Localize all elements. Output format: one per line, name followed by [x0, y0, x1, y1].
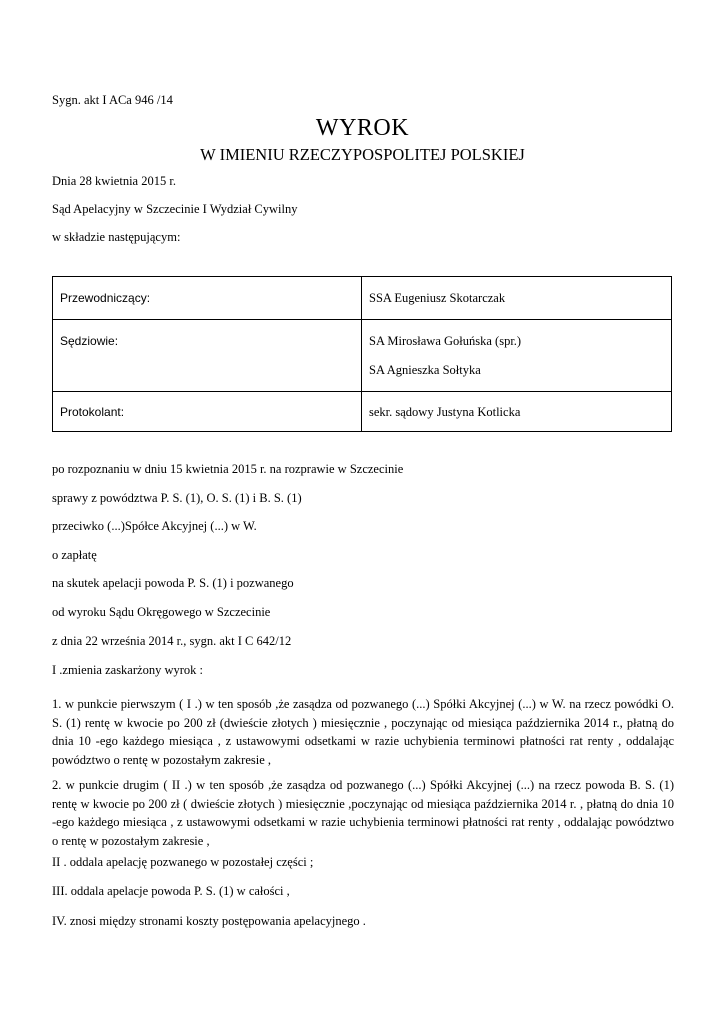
proceeding-line: z dnia 22 września 2014 r., sygn. akt I C 642/12 [52, 634, 292, 648]
presiding-role: Przewodniczący: [60, 291, 151, 305]
ruling-point-4: IV. znosi między stronami koszty postępowania apelacyjnego . [52, 914, 366, 928]
clerk-role: Protokolant: [60, 405, 125, 419]
proceeding-line: sprawy z powództwa P. S. (1), O. S. (1) i B. S. (1) [52, 491, 302, 505]
proceeding-line: po rozpoznaniu w dniu 15 kwietnia 2015 r. na rozprawie w Szczecinie [52, 462, 404, 476]
case-number: Sygn. akt I ACa 946 /14 [52, 93, 173, 107]
column-divider [361, 320, 362, 391]
judges-role: Sędziowie: [60, 334, 119, 348]
ruling-point-2: II . oddala apelację pozwanego w pozostałej części ; [52, 855, 314, 869]
proceeding-line: od wyroku Sądu Okręgowego w Szczecinie [52, 605, 271, 619]
panel-row-presiding [53, 277, 671, 320]
ruling-item-2: 2. w punkcie drugim ( II .) w ten sposób ,że zasądza od pozwanego (...) Spółki Akcyjnej (...) na rzecz powoda B. S. (1) rentę w kwocie po 200 zł ( dwieście złotych ) miesięcznie ,poczynając od miesiąca października 2014 r. , płatną do dnia 10 -ego każdego miesiąca , z ustawowymi odsetkami w razie uchybienia terminowi płatności rat renty , oddalając powództwo o rentę w pozostałym zakresie , [52, 778, 674, 848]
judgment-subtitle: W IMIENIU RZECZYPOSPOLITEJ POLSKIEJ [200, 145, 525, 164]
judgment-date: Dnia 28 kwietnia 2015 r. [52, 174, 176, 188]
composition-label: w składzie następującym: [52, 230, 181, 244]
proceeding-line: na skutek apelacji powoda P. S. (1) i pozwanego [52, 576, 294, 590]
court-name: Sąd Apelacyjny w Szczecinie I Wydział Cywilny [52, 202, 298, 216]
ruling-item-1: 1. w punkcie pierwszym ( I .) w ten sposób ,że zasądza od pozwanego (...) Spółki Akcyjnej (...) w W. na rzecz powódki O. S. (1) rentę w kwocie po 200 zł (dwieście złotych ) miesięcznie , poczynając od miesiąca października 2014 r., płatną do dnia 10 -ego każdego miesiąca , z ustawowymi odsetkami w razie uchybienia terminowi płatności rat renty , oddalając powództwo o rentę w pozostałym zakresie , [52, 697, 674, 767]
proceeding-line: o zapłatę [52, 548, 97, 562]
judgment-title: WYROK [315, 115, 410, 141]
court-panel-table [52, 276, 672, 432]
ruling-point-1: I .zmienia zaskarżony wyrok : [52, 663, 203, 677]
panel-row-judges [53, 320, 671, 392]
ruling-point-3: III. oddala apelacje powoda P. S. (1) w całości , [52, 884, 290, 898]
judge-2: SA Agnieszka Sołtyka [369, 363, 481, 377]
column-divider [361, 277, 362, 319]
presiding-judge: SSA Eugeniusz Skotarczak [369, 291, 506, 305]
judge-1: SA Mirosława Gołuńska (spr.) [369, 334, 522, 348]
court-clerk: sekr. sądowy Justyna Kotlicka [369, 405, 521, 419]
proceeding-line: przeciwko (...)Spółce Akcyjnej (...) w W. [52, 519, 257, 533]
panel-row-clerk [53, 392, 671, 431]
column-divider [361, 392, 362, 431]
